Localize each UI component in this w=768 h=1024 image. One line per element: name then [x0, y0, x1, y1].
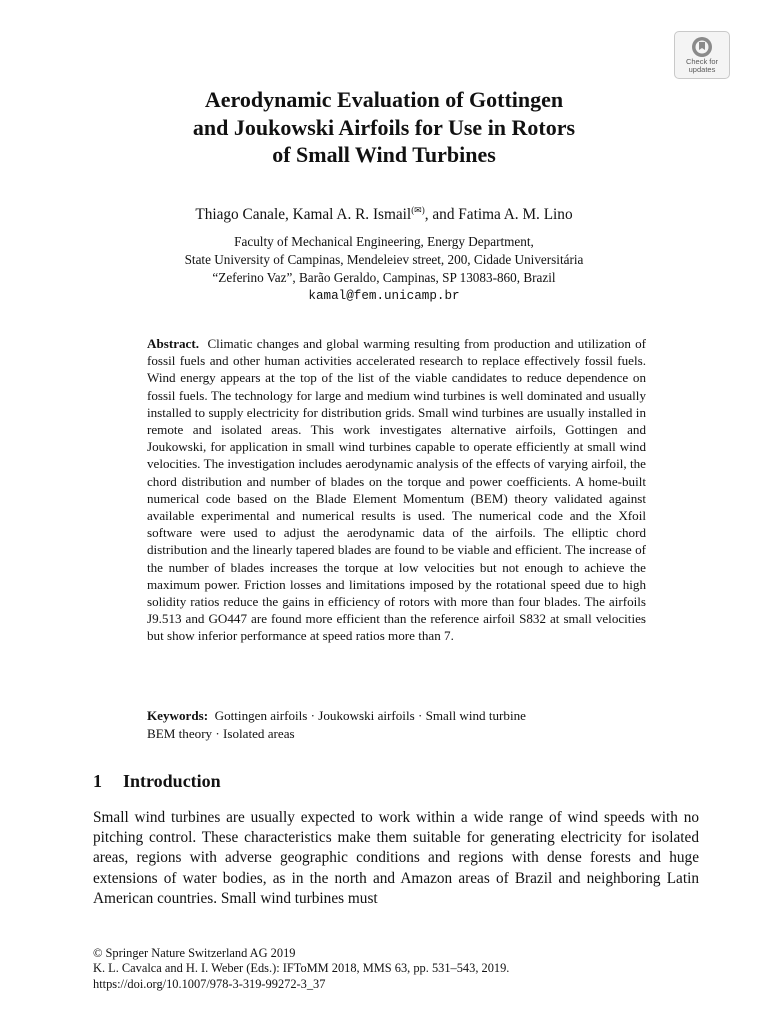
doi-link[interactable]: https://doi.org/10.1007/978-3-319-99272-3_37 — [93, 976, 326, 991]
author-email[interactable]: kamal@fem.unicamp.br — [308, 289, 460, 303]
abstract-text: Climatic changes and global warming resulting from production and utilization of fossil fuels and other human activities accelerated research to replace effectively fossil fuels. Wind energy appears at the top of the list of the viable candidates to reduce dependence on fossil fuels. The technology for large and medium wind turbines is well dominated and usually installed to supply electricity for distribution grids. Small wind turbines are usually installed in remote and isolated areas. This work investigates alternative airfoils, Gottingen and Joukowski, for application in small wind turbines capable to operate efficiently at small wind velocities. The investigation includes aerodynamic analysis of the effects of varying airfoil, the chord distribution and number of blades on the torque and power coefficients. A home-built numerical code based on the Blade Element Momentum (BEM) theory validated against available experimental and numerical results is used. The numerical code and the Xfoil software were used to adjust the aerodynamic data of the airfoils. The elliptic chord distribution and the linearly tapered blades are found to be viable and efficient. The increase of the number of blades increases the torque at low velocities but not enough to achieve the maximum power. Friction losses and limitations imposed by the rotational speed due to high solidity ratios reduce the gains in efficiency of rotors with more than four blades. The airfoils J9.513 and GO447 are found more efficient than the reference airfoil S832 at small velocities but show inferior performance at speed ratios more than 7. — [147, 336, 647, 644]
abstract — [147, 335, 646, 645]
abstract-label: Abstract. — [147, 336, 199, 351]
title-line-3: of Small Wind Turbines — [272, 142, 496, 167]
keywords — [147, 707, 646, 742]
badge-line-1: Check for — [685, 57, 719, 66]
affiliation-line-1: Faculty of Mechanical Engineering, Energy Department, — [234, 234, 534, 249]
author-list — [80, 201, 688, 224]
badge-line-2: updates — [688, 65, 716, 74]
citation-line: K. L. Cavalca and H. I. Weber (Eds.): IFToMM 2018, MMS 63, pp. 531–543, 2019. — [93, 961, 510, 976]
keywords-line-1: Gottingen airfoils · Joukowski airfoils · Small wind turbine — [214, 708, 526, 723]
title-line-1: Aerodynamic Evaluation of Gottingen — [204, 87, 564, 112]
check-for-updates-badge[interactable] — [674, 31, 730, 79]
section-title: Introduction — [123, 771, 221, 791]
affiliation-line-2: State University of Campinas, Mendeleiev street, 200, Cidade Universitária — [184, 252, 584, 267]
authors-part-1: Thiago Canale, Kamal A. R. Ismail — [195, 206, 412, 223]
paper-title — [100, 86, 668, 169]
affiliation-line-3: “Zeferino Vaz”, Barão Geraldo, Campinas, SP 13083-860, Brazil — [212, 270, 556, 285]
corresponding-author-mark: (✉) — [411, 205, 425, 215]
affiliation-block — [80, 233, 688, 305]
authors-part-2: , and Fatima A. M. Lino — [424, 206, 573, 223]
check-for-updates-icon — [691, 36, 713, 58]
introduction-paragraph: Small wind turbines are usually expected to work within a wide range of wind speeds with no pitching control. These characteristics make them suitable for generating electricity for isolated areas, regions with adverse geographic conditions and regions with dense forests and huge extensions of water bodies, as in the north and Amazon areas of Brazil and neighboring Latin American countries. Small wind turbines must — [93, 809, 699, 907]
page-footer — [93, 946, 713, 992]
keywords-line-2: BEM theory · Isolated areas — [147, 725, 295, 741]
keywords-label: Keywords: — [147, 708, 209, 723]
section-heading-introduction — [93, 770, 221, 792]
section-number: 1 — [93, 771, 102, 791]
title-line-2: and Joukowski Airfoils for Use in Rotors — [192, 114, 576, 140]
copyright-line: © Springer Nature Switzerland AG 2019 — [93, 946, 296, 960]
